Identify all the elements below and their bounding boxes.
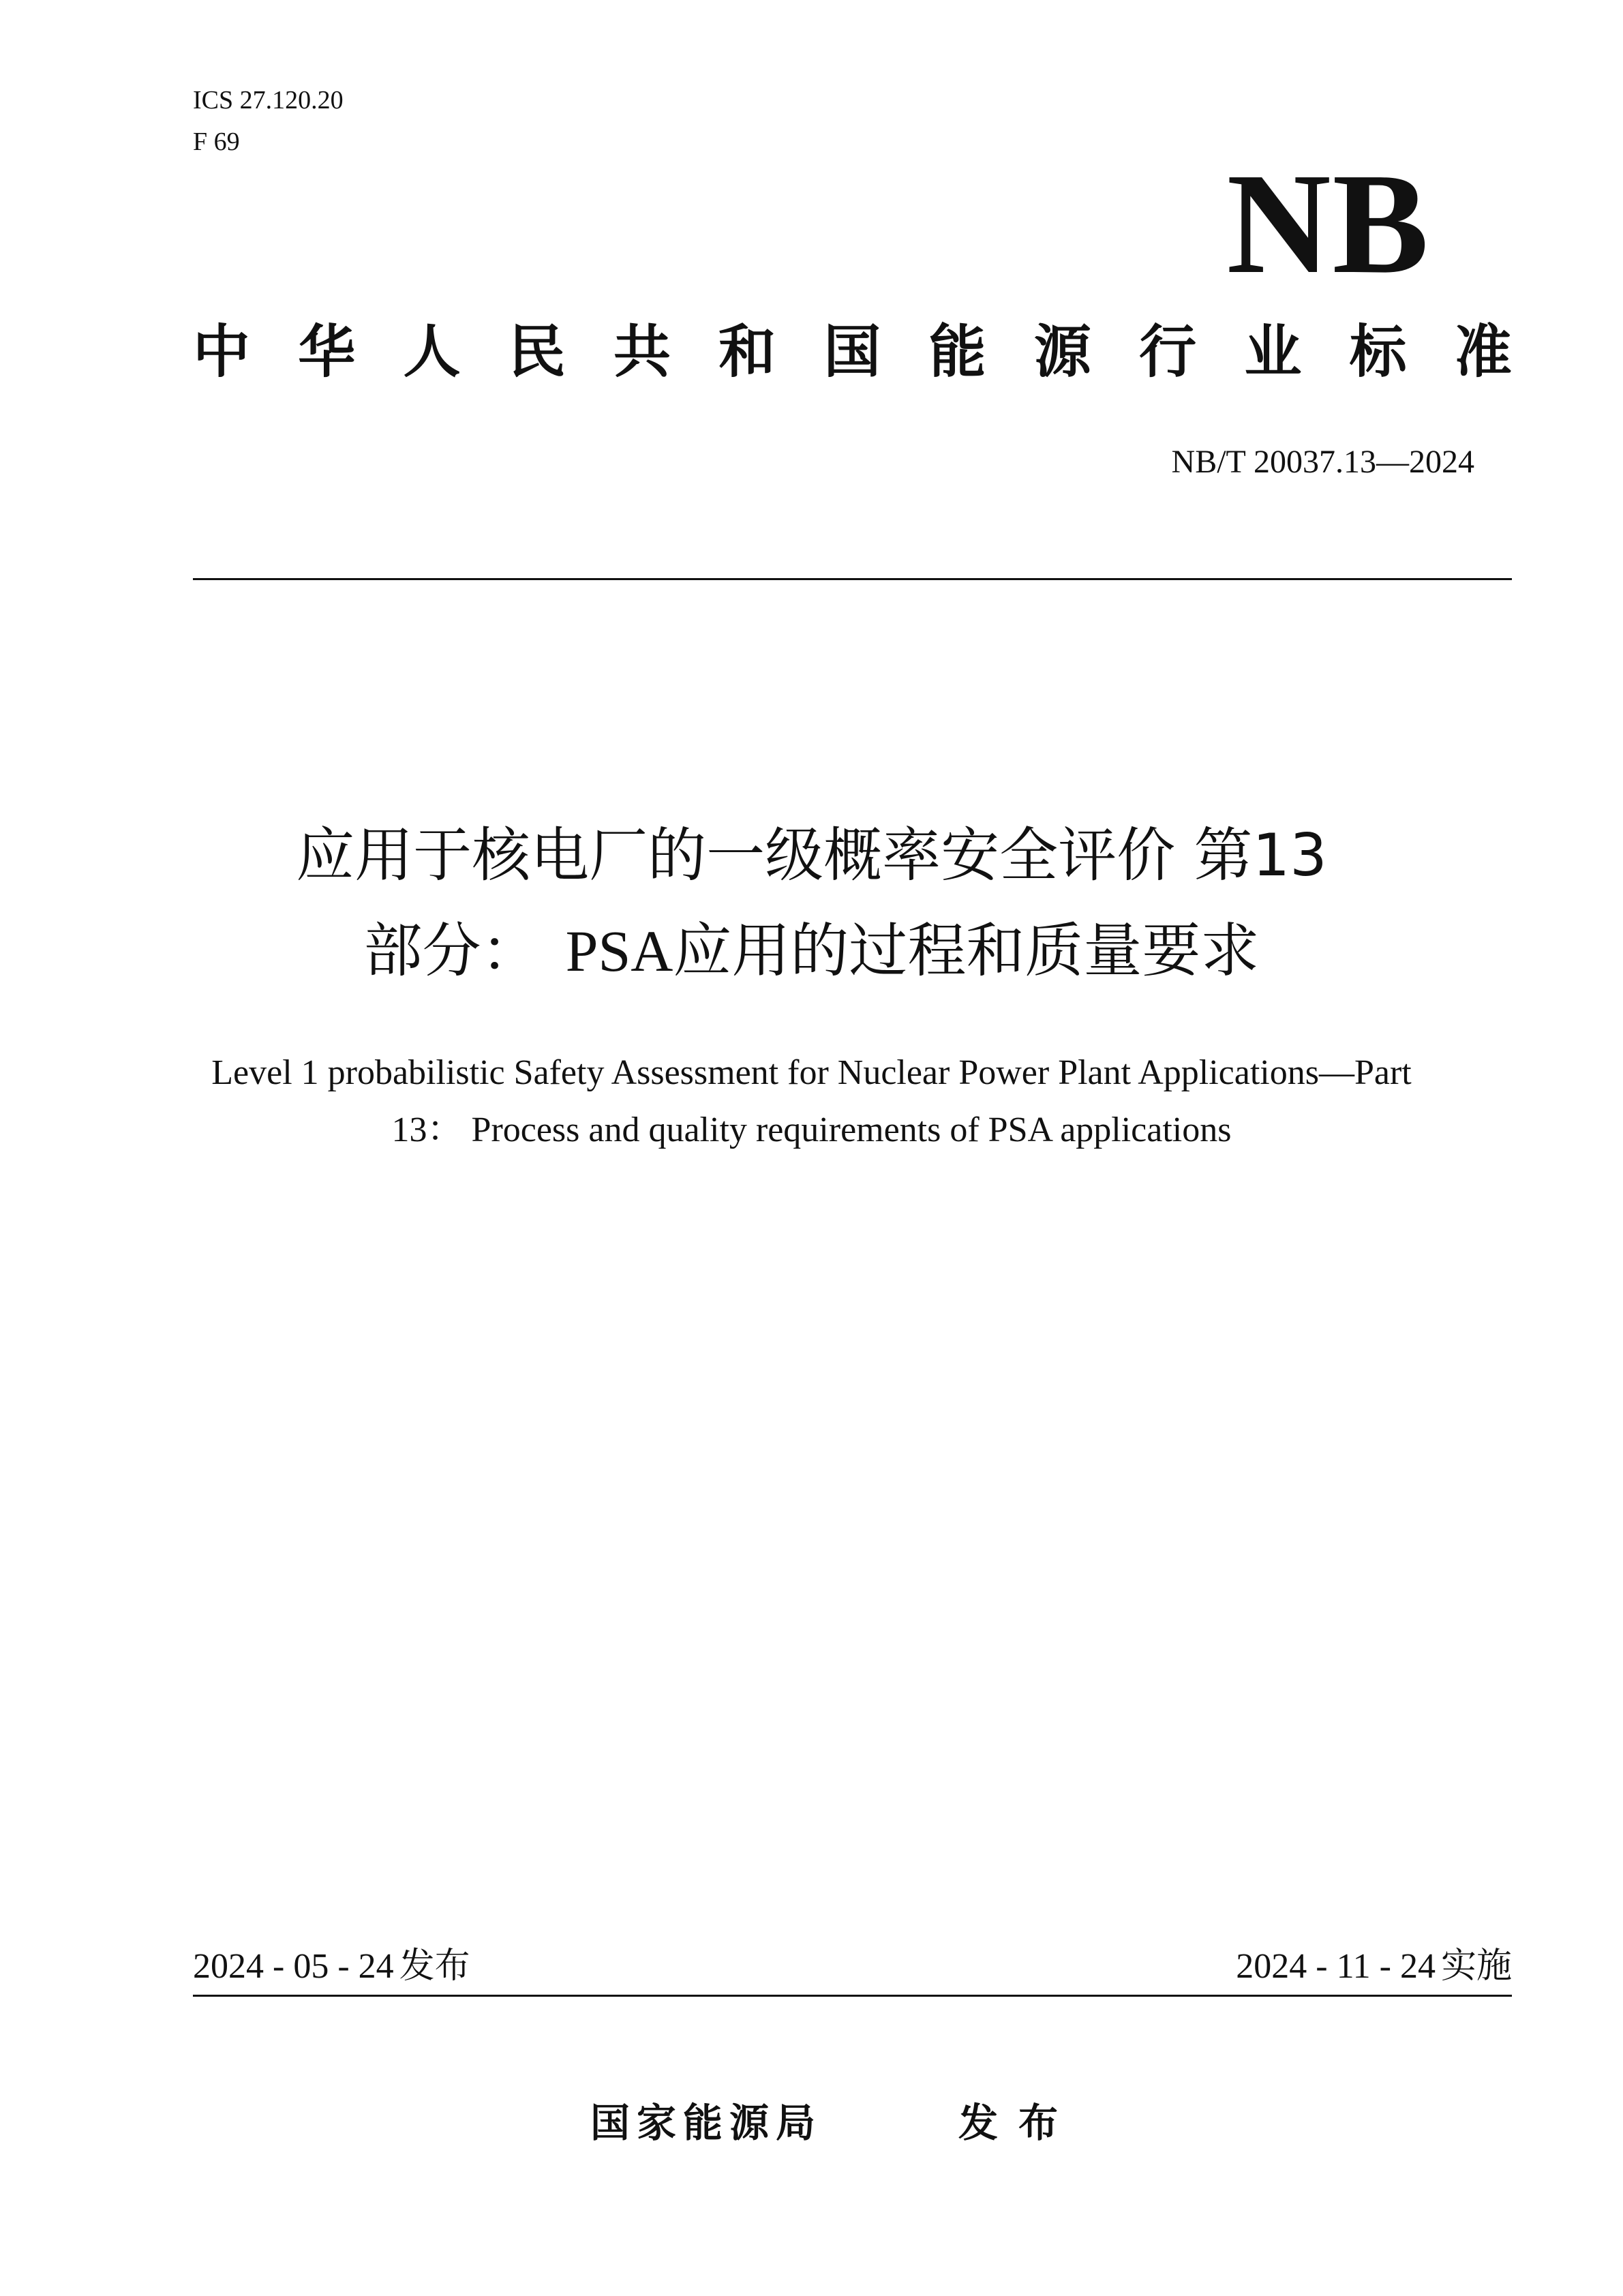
category-title-char: 能 <box>928 318 986 385</box>
title-cn-psa: PSA <box>565 918 673 984</box>
category-title-char: 民 <box>508 318 566 385</box>
nb-logo: NB <box>1226 143 1430 303</box>
ccs-code: F 69 <box>193 127 240 156</box>
issuer-name: 国家能源局 <box>590 2100 823 2146</box>
title-cn-line-1: 应用于核电厂的一级概率安全评价 第13 <box>296 821 1327 890</box>
implementation-date-value: 2024 - 11 - 24 <box>1236 1947 1436 1986</box>
issuer-action: 发布 <box>958 2100 1079 2146</box>
category-title-char: 源 <box>1033 318 1091 385</box>
standard-category-title <box>193 318 1512 385</box>
category-title-char: 中 <box>193 318 251 385</box>
category-title-char: 标 <box>1349 318 1407 385</box>
category-title-char: 业 <box>1244 318 1302 385</box>
title-cn-subject: 应用的过程和质量要求 <box>673 917 1260 985</box>
issue-date-label: 发布 <box>399 1946 470 1987</box>
category-title-char: 和 <box>718 318 776 385</box>
implementation-date-label: 实施 <box>1440 1946 1512 1987</box>
title-cn-part-label: 部分： <box>363 917 540 985</box>
category-title-char: 行 <box>1139 318 1197 385</box>
category-title-char: 华 <box>298 318 356 385</box>
category-title-char: 人 <box>403 318 461 385</box>
title-cn-line-2 <box>109 917 1514 985</box>
issue-date <box>193 1946 470 1987</box>
title-en-line-2: 13： Process and quality requirements of PSA applications <box>391 1111 1232 1149</box>
standard-number: NB/T 20037.13—2024 <box>1171 444 1474 480</box>
ics-code: ICS 27.120.20 <box>193 86 344 115</box>
top-divider <box>193 578 1512 580</box>
title-en-line-1: Level 1 probabilistic Safety Assessment for Nuclear Power Plant Applications—Part <box>211 1053 1412 1092</box>
category-title-char: 国 <box>823 318 881 385</box>
category-title-char: 共 <box>613 318 671 385</box>
bottom-divider <box>193 1995 1512 1997</box>
implementation-date <box>1236 1946 1512 1987</box>
category-title-char: 准 <box>1454 318 1512 385</box>
issue-date-value: 2024 - 05 - 24 <box>193 1947 394 1986</box>
